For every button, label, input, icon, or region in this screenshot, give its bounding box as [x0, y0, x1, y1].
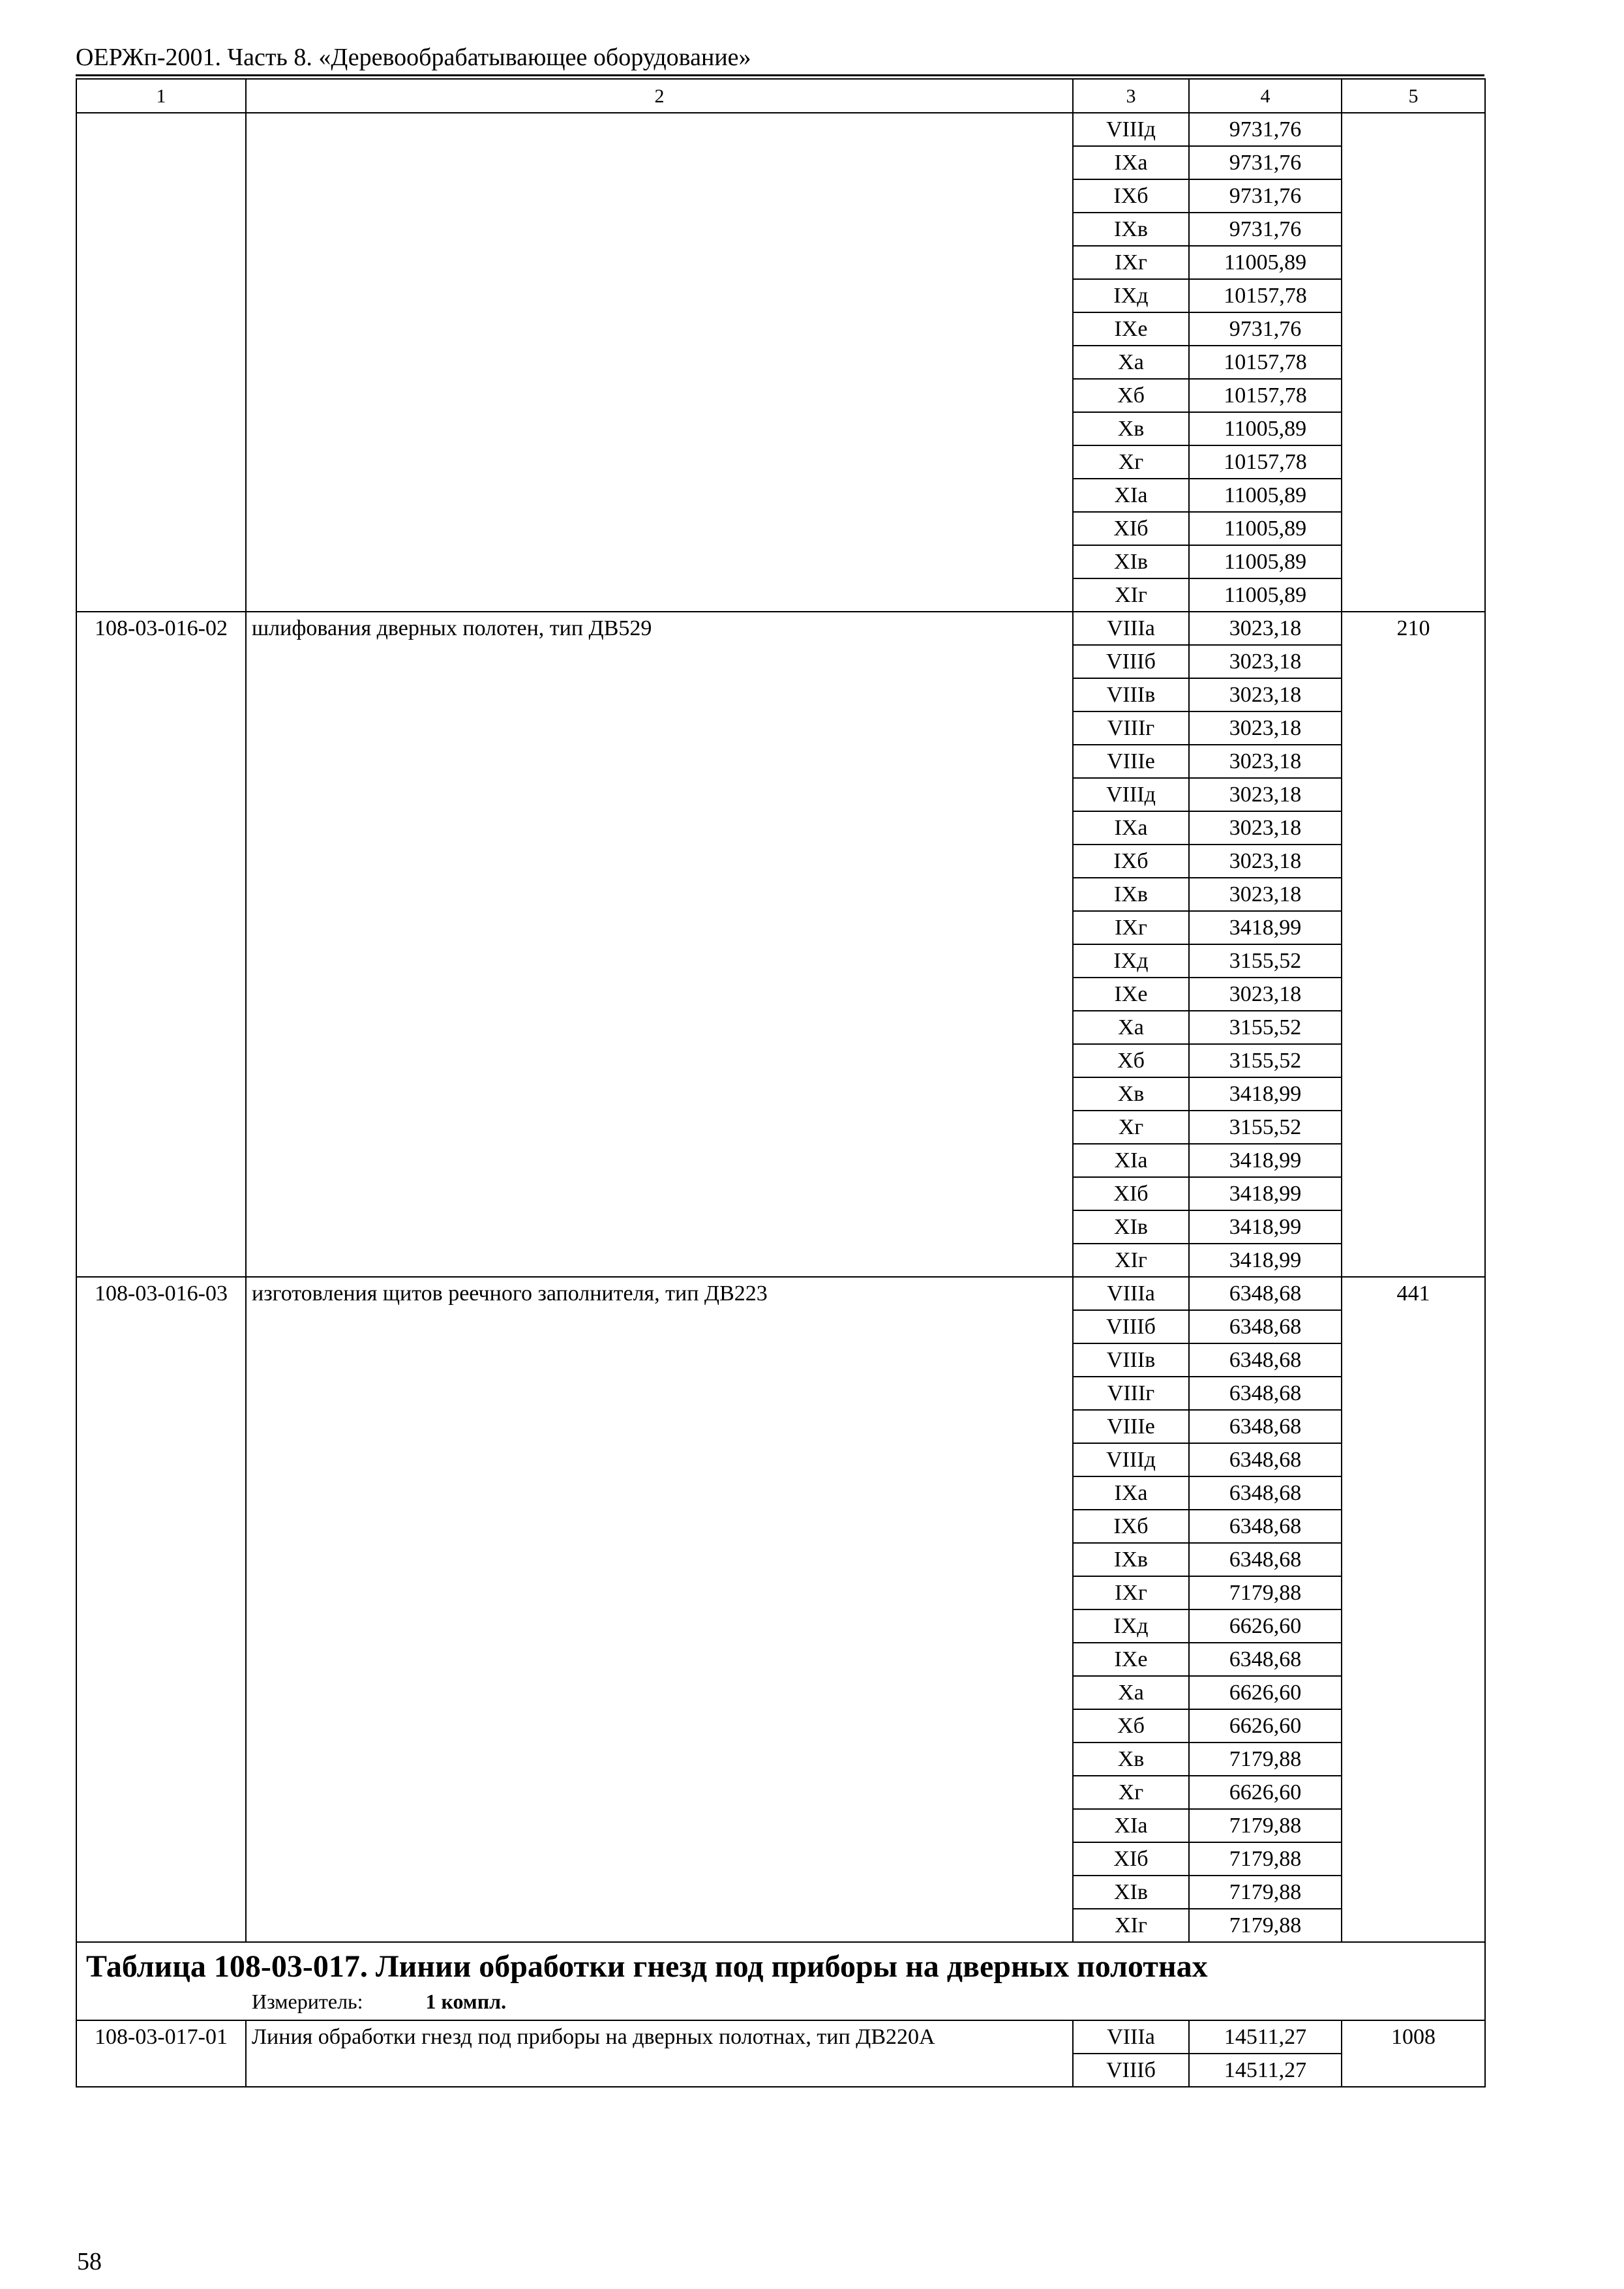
zone-cell: IXд: [1073, 279, 1189, 312]
zone-cell: IXа: [1073, 146, 1189, 179]
price-cell: 11005,89: [1189, 512, 1342, 545]
price-cell: 10157,78: [1189, 279, 1342, 312]
price-cell: 14511,27: [1189, 2020, 1342, 2054]
zone-cell: Xг: [1073, 1776, 1189, 1809]
zone-cell: VIIIг: [1073, 1377, 1189, 1410]
zone-cell: VIIIа: [1073, 612, 1189, 645]
zone-cell: VIIIб: [1073, 1310, 1189, 1343]
price-cell: 3023,18: [1189, 678, 1342, 711]
item-code-cell: 108-03-016-02: [76, 612, 246, 1277]
zone-cell: VIIIд: [1073, 113, 1189, 146]
price-cell: 6348,68: [1189, 1643, 1342, 1676]
price-cell: 10157,78: [1189, 346, 1342, 379]
zone-cell: VIIIб: [1073, 2054, 1189, 2087]
price-cell: 7179,88: [1189, 1876, 1342, 1909]
price-cell: 6348,68: [1189, 1343, 1342, 1377]
price-cell: 3418,99: [1189, 1244, 1342, 1277]
item-code-cell: 108-03-017-01: [76, 2020, 246, 2087]
price-cell: 11005,89: [1189, 578, 1342, 612]
column-number: 5: [1342, 79, 1485, 113]
price-cell: 11005,89: [1189, 246, 1342, 279]
price-cell: 3023,18: [1189, 745, 1342, 778]
page-header: ОЕРЖп-2001. Часть 8. «Деревообрабатывающее оборудование»: [76, 44, 751, 71]
zone-cell: XIа: [1073, 479, 1189, 512]
price-cell: 3023,18: [1189, 778, 1342, 811]
price-table: [76, 78, 1486, 2087]
price-cell: 3023,18: [1189, 845, 1342, 878]
zone-cell: IXд: [1073, 1609, 1189, 1643]
price-cell: 9731,76: [1189, 312, 1342, 346]
zone-cell: XIв: [1073, 545, 1189, 578]
zone-cell: VIIIг: [1073, 711, 1189, 745]
price-cell: 6348,68: [1189, 1443, 1342, 1476]
zone-cell: Xб: [1073, 1044, 1189, 1077]
column5-cell: [1342, 113, 1485, 612]
zone-cell: Xа: [1073, 1011, 1189, 1044]
item-name-cell: Линия обработки гнезд под приборы на дверных полотнах, тип ДВ220А: [246, 2020, 1073, 2087]
price-cell: 6348,68: [1189, 1543, 1342, 1576]
column5-cell: 210: [1342, 612, 1485, 1277]
zone-cell: XIа: [1073, 1144, 1189, 1177]
price-cell: 3023,18: [1189, 612, 1342, 645]
zone-cell: Xа: [1073, 346, 1189, 379]
zone-cell: IXб: [1073, 179, 1189, 213]
price-cell: 6348,68: [1189, 1310, 1342, 1343]
price-cell: 3155,52: [1189, 1011, 1342, 1044]
column-number: 1: [76, 79, 246, 113]
price-cell: 7179,88: [1189, 1743, 1342, 1776]
zone-cell: IXе: [1073, 978, 1189, 1011]
column5-cell: 1008: [1342, 2020, 1485, 2087]
price-cell: 3155,52: [1189, 944, 1342, 978]
zone-cell: VIIIа: [1073, 1277, 1189, 1310]
zone-cell: Xа: [1073, 1676, 1189, 1709]
zone-cell: IXг: [1073, 246, 1189, 279]
zone-cell: IXд: [1073, 944, 1189, 978]
item-code-cell: 108-03-016-03: [76, 1277, 246, 1942]
price-cell: 11005,89: [1189, 412, 1342, 445]
price-cell: 7179,88: [1189, 1842, 1342, 1876]
zone-cell: IXе: [1073, 1643, 1189, 1676]
price-cell: 3023,18: [1189, 645, 1342, 678]
table-row: [76, 1277, 1485, 1310]
zone-cell: Xб: [1073, 379, 1189, 412]
price-cell: 6348,68: [1189, 1510, 1342, 1543]
price-cell: 3418,99: [1189, 1077, 1342, 1111]
zone-cell: IXв: [1073, 213, 1189, 246]
price-cell: 9731,76: [1189, 213, 1342, 246]
table-row: [76, 113, 1485, 146]
zone-cell: VIIIб: [1073, 645, 1189, 678]
zone-cell: XIв: [1073, 1876, 1189, 1909]
zone-cell: IXе: [1073, 312, 1189, 346]
table-row: [76, 612, 1485, 645]
zone-cell: XIг: [1073, 1909, 1189, 1942]
item-name-cell: шлифования дверных полотен, тип ДВ529: [246, 612, 1073, 1277]
price-cell: 6348,68: [1189, 1277, 1342, 1310]
table-row: [76, 2020, 1485, 2054]
zone-cell: XIа: [1073, 1809, 1189, 1842]
price-cell: 9731,76: [1189, 146, 1342, 179]
price-cell: 6348,68: [1189, 1410, 1342, 1443]
zone-cell: VIIIе: [1073, 745, 1189, 778]
section-title: Таблица 108-03-017. Линии обработки гнезд под приборы на дверных полотнах: [86, 1949, 1208, 1984]
price-cell: 6348,68: [1189, 1476, 1342, 1510]
column-number: 4: [1189, 79, 1342, 113]
price-cell: 6626,60: [1189, 1609, 1342, 1643]
price-cell: 7179,88: [1189, 1809, 1342, 1842]
measure-value: 1 компл.: [425, 1990, 507, 2013]
zone-cell: VIIIв: [1073, 1343, 1189, 1377]
price-cell: 11005,89: [1189, 479, 1342, 512]
price-cell: 11005,89: [1189, 545, 1342, 578]
price-cell: 3155,52: [1189, 1044, 1342, 1077]
price-cell: 14511,27: [1189, 2054, 1342, 2087]
measure-label: Измеритель:: [252, 1990, 363, 2013]
zone-cell: VIIIа: [1073, 2020, 1189, 2054]
zone-cell: Xб: [1073, 1709, 1189, 1743]
zone-cell: XIб: [1073, 1177, 1189, 1210]
column5-cell: 441: [1342, 1277, 1485, 1942]
page-number: 58: [77, 2248, 102, 2275]
zone-cell: VIIIд: [1073, 778, 1189, 811]
price-cell: 6626,60: [1189, 1676, 1342, 1709]
zone-cell: XIб: [1073, 512, 1189, 545]
zone-cell: IXг: [1073, 911, 1189, 944]
header-rule: [76, 74, 1484, 76]
price-cell: 3023,18: [1189, 878, 1342, 911]
price-cell: 6348,68: [1189, 1377, 1342, 1410]
zone-cell: VIIIд: [1073, 1443, 1189, 1476]
price-cell: 10157,78: [1189, 379, 1342, 412]
zone-cell: IXа: [1073, 1476, 1189, 1510]
price-cell: 7179,88: [1189, 1576, 1342, 1609]
zone-cell: XIг: [1073, 578, 1189, 612]
zone-cell: Xв: [1073, 412, 1189, 445]
zone-cell: Xг: [1073, 445, 1189, 479]
column-number: 2: [246, 79, 1073, 113]
price-cell: 7179,88: [1189, 1909, 1342, 1942]
section-measure: [77, 1987, 1484, 2016]
price-cell: 6626,60: [1189, 1776, 1342, 1809]
zone-cell: IXв: [1073, 878, 1189, 911]
zone-cell: Xв: [1073, 1743, 1189, 1776]
price-cell: 3023,18: [1189, 978, 1342, 1011]
zone-cell: IXб: [1073, 1510, 1189, 1543]
zone-cell: Xв: [1073, 1077, 1189, 1111]
item-name-cell: [246, 113, 1073, 612]
price-cell: 3418,99: [1189, 1177, 1342, 1210]
zone-cell: IXг: [1073, 1576, 1189, 1609]
item-code-cell: [76, 113, 246, 612]
zone-cell: XIв: [1073, 1210, 1189, 1244]
price-cell: 3023,18: [1189, 711, 1342, 745]
item-name-cell: изготовления щитов реечного заполнителя, тип ДВ223: [246, 1277, 1073, 1942]
zone-cell: VIIIв: [1073, 678, 1189, 711]
price-cell: 6626,60: [1189, 1709, 1342, 1743]
zone-cell: Xг: [1073, 1111, 1189, 1144]
zone-cell: VIIIе: [1073, 1410, 1189, 1443]
price-cell: 9731,76: [1189, 113, 1342, 146]
zone-cell: IXб: [1073, 845, 1189, 878]
price-cell: 10157,78: [1189, 445, 1342, 479]
price-cell: 3023,18: [1189, 811, 1342, 845]
zone-cell: IXв: [1073, 1543, 1189, 1576]
zone-cell: XIб: [1073, 1842, 1189, 1876]
zone-cell: IXа: [1073, 811, 1189, 845]
price-cell: 3418,99: [1189, 1144, 1342, 1177]
column-number-row: [76, 79, 1485, 113]
price-cell: 9731,76: [1189, 179, 1342, 213]
column-number: 3: [1073, 79, 1189, 113]
price-cell: 3418,99: [1189, 1210, 1342, 1244]
section-cell: [76, 1942, 1485, 2020]
section-row: [76, 1942, 1485, 2020]
price-cell: 3155,52: [1189, 1111, 1342, 1144]
zone-cell: XIг: [1073, 1244, 1189, 1277]
price-cell: 3418,99: [1189, 911, 1342, 944]
